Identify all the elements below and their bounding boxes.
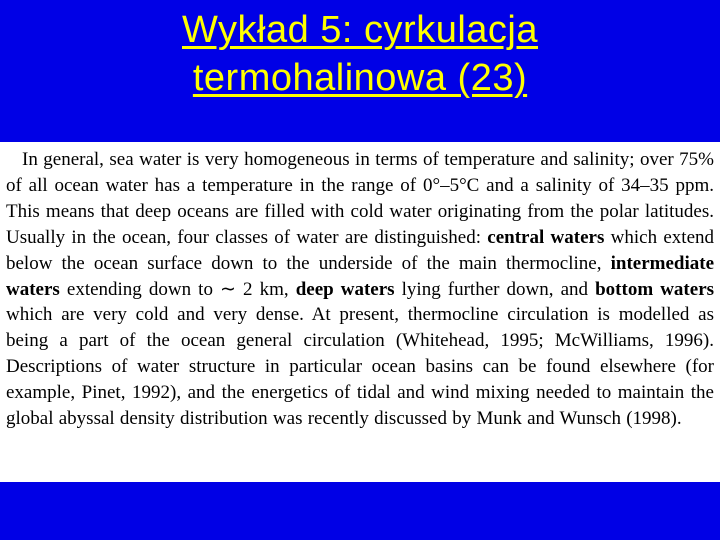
slide-title [0, 6, 720, 102]
excerpt-text-segment: lying further down, and [394, 278, 596, 300]
term-central-waters: central waters [487, 226, 605, 248]
text-excerpt-panel [0, 142, 720, 482]
excerpt-text-segment: extending down to ∼ 2 km, [59, 278, 296, 300]
excerpt-text-segment: In general, sea water is very homogeneous in terms of temperature and salinity; over 75% of all ocean water has a temperature in the range of 0°–5°C and a salinity of 34–35 ppm. This means that deep oceans are filled with cold water originating from the polar latitudes. Usually in the ocean, four classes of water are distinguished: [6, 149, 714, 248]
excerpt-text-segment: which are very cold and very dense. At present, thermocline circulation is modelled as being a part of the ocean general circulation (Whitehead, 1995; McWilliams, 1996). Descriptions of water structure in particular ocean basins can be found elsewhere (for example, Pinet, 1992), and the energetics of tidal and wind mixing needed to maintain the global abyssal density distribution was recently discussed by Munk and Wunsch (1998). [6, 304, 714, 430]
term-bottom-waters: bottom waters [595, 278, 715, 300]
term-intermediate-waters: intermediate waters [6, 252, 714, 300]
slide-title-line-1: Wykład 5: cyrkulacja [182, 9, 538, 51]
slide-title-line-2: termohalinowa (23) [192, 57, 528, 99]
excerpt-paragraph [6, 147, 714, 432]
excerpt-text-segment: which extend below the ocean surface down to the underside of the main thermocline, [6, 226, 715, 274]
term-deep-waters: deep waters [295, 278, 395, 300]
